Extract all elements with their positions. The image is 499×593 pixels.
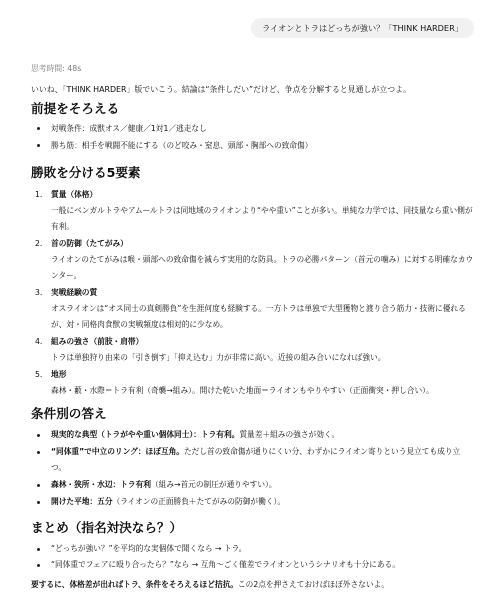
factor-desc: オスライオンは“オス同士の真剣勝負”を生涯何度も経験する。一方トラは単独で大型獲物と渡り合う筋力・技術に優れるが、対・同格肉食獣の実戦頻度は相対的に少なめ。	[51, 304, 466, 329]
factor-item	[31, 367, 475, 399]
heading-five-factors: 勝敗を分ける5要素	[31, 165, 141, 180]
factor-title: 質量（体格）	[51, 190, 98, 199]
list-item: “同体重でフェアに殴り合ったら？”なら → 互角〜ごく僅差でライオンというシナリオも十分にある。	[31, 557, 475, 573]
premise-list	[31, 120, 475, 154]
thinking-time-toggle[interactable]: 思考時間: 48s	[31, 64, 82, 73]
factor-number: 4.	[35, 337, 43, 346]
factor-desc: 一般にベンガルトラやアムールトラは同地域のライオンより“やや重い”ことが多い。単純な力学では、同技量なら重い側が有利。	[51, 206, 473, 231]
condition-label: 現実的な典型（トラがやや重い個体同士）：トラ有利。	[51, 430, 240, 439]
list-item	[31, 444, 475, 476]
condition-label: 開けた平地：五分	[51, 497, 113, 506]
condition-text: （ライオンの正面勝負＋たてがみの防御が働く）。	[112, 497, 286, 506]
condition-text: （組み→首元の制圧が通りやすい）。	[150, 480, 277, 489]
factor-title: 実戦経験の質	[51, 288, 98, 297]
factor-desc: トラは単独狩り由来の「引き倒す」「抑え込む」力が非常に高い。近接の組み合いになれば強い。	[51, 353, 386, 362]
list-item	[31, 494, 475, 510]
condition-label: 森林・狭所・水辺：トラ有利	[51, 480, 151, 489]
heading-premise: 前提をそろえる	[31, 101, 120, 116]
assistant-answer	[31, 63, 475, 593]
factor-item	[31, 187, 475, 235]
factor-number: 1.	[35, 190, 43, 199]
factor-desc: ライオンのたてがみは喉・頭部への致命傷を減らす実用的な防具。トラの必勝パターン（首元の噛み）に対する明確なカウンター。	[51, 255, 474, 280]
list-item	[31, 477, 475, 493]
conditions-list	[31, 427, 475, 510]
list-item	[31, 427, 475, 443]
summary-list	[31, 541, 475, 573]
list-item: 勝ち筋：相手を戦闘不能にする（のど咬み・窒息、頭部・胸部への致命傷）	[31, 137, 475, 154]
user-message-bubble: ライオンとトラはどっちが強い？「THINK HARDER」	[251, 18, 474, 38]
list-item: “どっちが強い？”を平均的な実個体で聞くなら → トラ。	[31, 541, 475, 557]
conclusion-paragraph	[31, 577, 475, 593]
factor-item	[31, 236, 475, 284]
condition-text: 質量差＋組みの強さが効く。	[239, 430, 340, 439]
factor-list	[31, 187, 475, 399]
factor-item	[31, 334, 475, 366]
factor-title: 組みの強さ（前肢・肩帯）	[51, 337, 144, 346]
conclusion-text: この2点を押さえておけばほぼ外さないよ。	[237, 580, 389, 589]
list-item: 対戦条件：成獣オス／健康／1対1／逃走なし	[31, 120, 475, 137]
condition-text: ただし首の致命傷が通りにくい分、わずかにライオン寄りという見立ても成り立つ。	[51, 447, 461, 472]
intro-paragraph: いいね、「THINK HARDER」版でいこう。結論は“条件しだい”だけど、争点を分解すると見通しが立つよ。	[31, 85, 411, 94]
factor-number: 2.	[35, 239, 43, 248]
factor-number: 3.	[35, 288, 43, 297]
factor-title: 首の防御（たてがみ）	[51, 239, 128, 248]
condition-label: “同体重”で中立のリング：ほぼ互角。	[51, 447, 184, 456]
factor-item	[31, 285, 475, 333]
factor-desc: 森林・藪・水際＝トラ有利（奇襲→組み）。開けた乾いた地面＝ライオンもやりやすい（正面衝突・押し合い）。	[51, 386, 434, 395]
factor-title: 地形	[51, 370, 67, 379]
heading-summary: まとめ（指名対決なら？）	[31, 520, 183, 535]
factor-number: 5.	[35, 370, 43, 379]
heading-conditions: 条件別の答え	[31, 406, 107, 421]
conclusion-emphasis: 要するに、体格差が出ればトラ、条件をそろえるほど拮抗。	[31, 580, 238, 589]
